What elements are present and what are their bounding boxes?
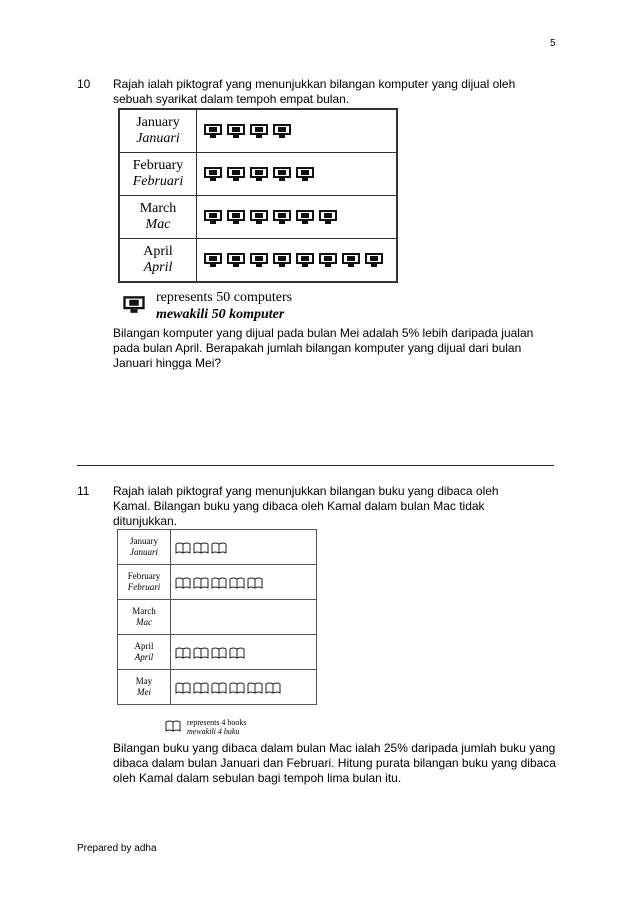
computer-icon bbox=[226, 252, 246, 268]
book-icon bbox=[265, 681, 281, 693]
book-row bbox=[118, 670, 317, 705]
book-icons-cell bbox=[171, 670, 317, 705]
computer-icon bbox=[295, 209, 315, 225]
book-pictograph bbox=[117, 529, 317, 705]
footer-credit: Prepared by adha bbox=[77, 843, 157, 854]
question-10-intro: Rajah ialah piktograf yang menunjukkan bilangan komputer yang dijual oleh sebuah syarikat dalam tempoh empat bulan. bbox=[113, 77, 516, 106]
book-icons-cell bbox=[171, 565, 317, 600]
book-icons-cell bbox=[171, 530, 317, 565]
computer-icon bbox=[249, 252, 269, 268]
book-icon bbox=[211, 576, 227, 588]
computer-icon bbox=[203, 166, 223, 182]
month-label-ms: Januari bbox=[130, 547, 158, 557]
computer-icon bbox=[226, 166, 246, 182]
book-row bbox=[118, 565, 317, 600]
section-divider bbox=[77, 465, 554, 466]
book-icons-cell bbox=[171, 635, 317, 670]
month-label-en: January bbox=[136, 115, 180, 130]
computer-icon bbox=[203, 123, 223, 139]
computer-icon bbox=[272, 123, 292, 139]
computer-icon bbox=[249, 166, 269, 182]
book-row bbox=[118, 600, 317, 635]
book-key-label-ms: mewakili 4 buku bbox=[187, 727, 240, 736]
book-icon bbox=[229, 576, 245, 588]
computer-icon bbox=[249, 123, 269, 139]
question-10-number: 10 bbox=[77, 77, 91, 91]
computer-key-label-ms: mewakili 50 komputer bbox=[156, 307, 285, 322]
question-11-number: 11 bbox=[77, 484, 90, 498]
book-month-cell bbox=[118, 635, 171, 670]
book-icon bbox=[193, 576, 209, 588]
computer-row bbox=[119, 196, 397, 239]
book-icon bbox=[247, 576, 263, 588]
month-label-en: April bbox=[134, 641, 154, 651]
computer-row bbox=[119, 239, 397, 283]
book-month-cell bbox=[118, 565, 171, 600]
page-number: 5 bbox=[550, 38, 556, 49]
book-icon bbox=[175, 681, 191, 693]
book-icon bbox=[229, 646, 245, 658]
computer-month-cell bbox=[119, 196, 197, 239]
question-11-text: Bilangan buku yang dibaca dalam bulan Mac ialah 25% daripada jumlah buku yang dibaca dalam bulan Januari dan Februari. Hitung purata bilangan buku yang dibaca oleh Kamal dalam sebulan bagi tempoh lima bulan itu. bbox=[113, 741, 556, 785]
book-icon bbox=[211, 681, 227, 693]
computer-row bbox=[119, 153, 397, 196]
book-month-cell bbox=[118, 600, 171, 635]
month-label-ms: Mac bbox=[136, 617, 152, 627]
book-month-cell bbox=[118, 670, 171, 705]
book-icon bbox=[175, 576, 191, 588]
month-label-ms: April bbox=[134, 652, 154, 662]
book-row bbox=[118, 530, 317, 565]
computer-icon bbox=[272, 209, 292, 225]
computer-icons-cell bbox=[197, 239, 398, 283]
computer-icon bbox=[318, 209, 338, 225]
book-row bbox=[118, 635, 317, 670]
month-label-ms: Mei bbox=[137, 687, 151, 697]
month-label-ms: Februari bbox=[132, 174, 184, 189]
computer-month-cell bbox=[119, 109, 197, 153]
book-key-label-en: represents 4 books bbox=[187, 718, 247, 727]
month-label-ms: Januari bbox=[136, 131, 180, 146]
book-icon bbox=[211, 646, 227, 658]
computer-month-cell bbox=[119, 239, 197, 283]
month-label-ms: Mac bbox=[145, 217, 171, 232]
book-icon bbox=[247, 681, 263, 693]
book-icon bbox=[175, 646, 191, 658]
month-label-en: April bbox=[143, 244, 173, 259]
computer-icon bbox=[122, 295, 146, 314]
computer-icon bbox=[203, 252, 223, 268]
book-icon bbox=[193, 646, 209, 658]
computer-icons-cell bbox=[197, 109, 398, 153]
computer-row bbox=[119, 109, 397, 153]
book-icon bbox=[193, 681, 209, 693]
month-label-en: January bbox=[130, 536, 158, 546]
computer-icon bbox=[272, 166, 292, 182]
month-label-en: May bbox=[135, 676, 153, 686]
month-label-ms: April bbox=[143, 260, 173, 275]
question-11-intro: Rajah ialah piktograf yang menunjukkan bilangan buku yang dibaca oleh Kamal. Bilangan buku yang dibaca oleh Kamal dalam bulan Mac tidak ditunjukkan. bbox=[113, 484, 499, 528]
book-icon bbox=[165, 720, 181, 732]
computer-icon bbox=[295, 252, 315, 268]
computer-icons-cell bbox=[197, 196, 398, 239]
computer-pictograph bbox=[118, 108, 398, 283]
computer-icon bbox=[249, 209, 269, 225]
book-icon bbox=[193, 541, 209, 553]
computer-month-cell bbox=[119, 153, 197, 196]
computer-icon bbox=[226, 209, 246, 225]
month-label-en: February bbox=[132, 158, 184, 173]
book-month-cell bbox=[118, 530, 171, 565]
computer-icon bbox=[318, 252, 338, 268]
book-icons-cell bbox=[171, 600, 317, 635]
computer-icon bbox=[295, 166, 315, 182]
computer-icon bbox=[226, 123, 246, 139]
book-icon bbox=[175, 541, 191, 553]
month-label-ms: Februari bbox=[127, 582, 161, 592]
computer-icon bbox=[203, 209, 223, 225]
computer-key-label-en: represents 50 computers bbox=[156, 290, 293, 305]
computer-icons-cell bbox=[197, 153, 398, 196]
computer-icon bbox=[272, 252, 292, 268]
book-icon bbox=[229, 681, 245, 693]
month-label-en: March bbox=[139, 201, 177, 216]
computer-icon bbox=[364, 252, 384, 268]
month-label-en: March bbox=[132, 606, 156, 616]
computer-icon bbox=[341, 252, 361, 268]
question-10-text: Bilangan komputer yang dijual pada bulan Mei adalah 5% lebih daripada jualan pada bulan April. Berapakah jumlah bilangan komputer yang dijual dari bulan Januari hingga Mei? bbox=[113, 326, 534, 370]
month-label-en: February bbox=[127, 571, 161, 581]
book-icon bbox=[211, 541, 227, 553]
